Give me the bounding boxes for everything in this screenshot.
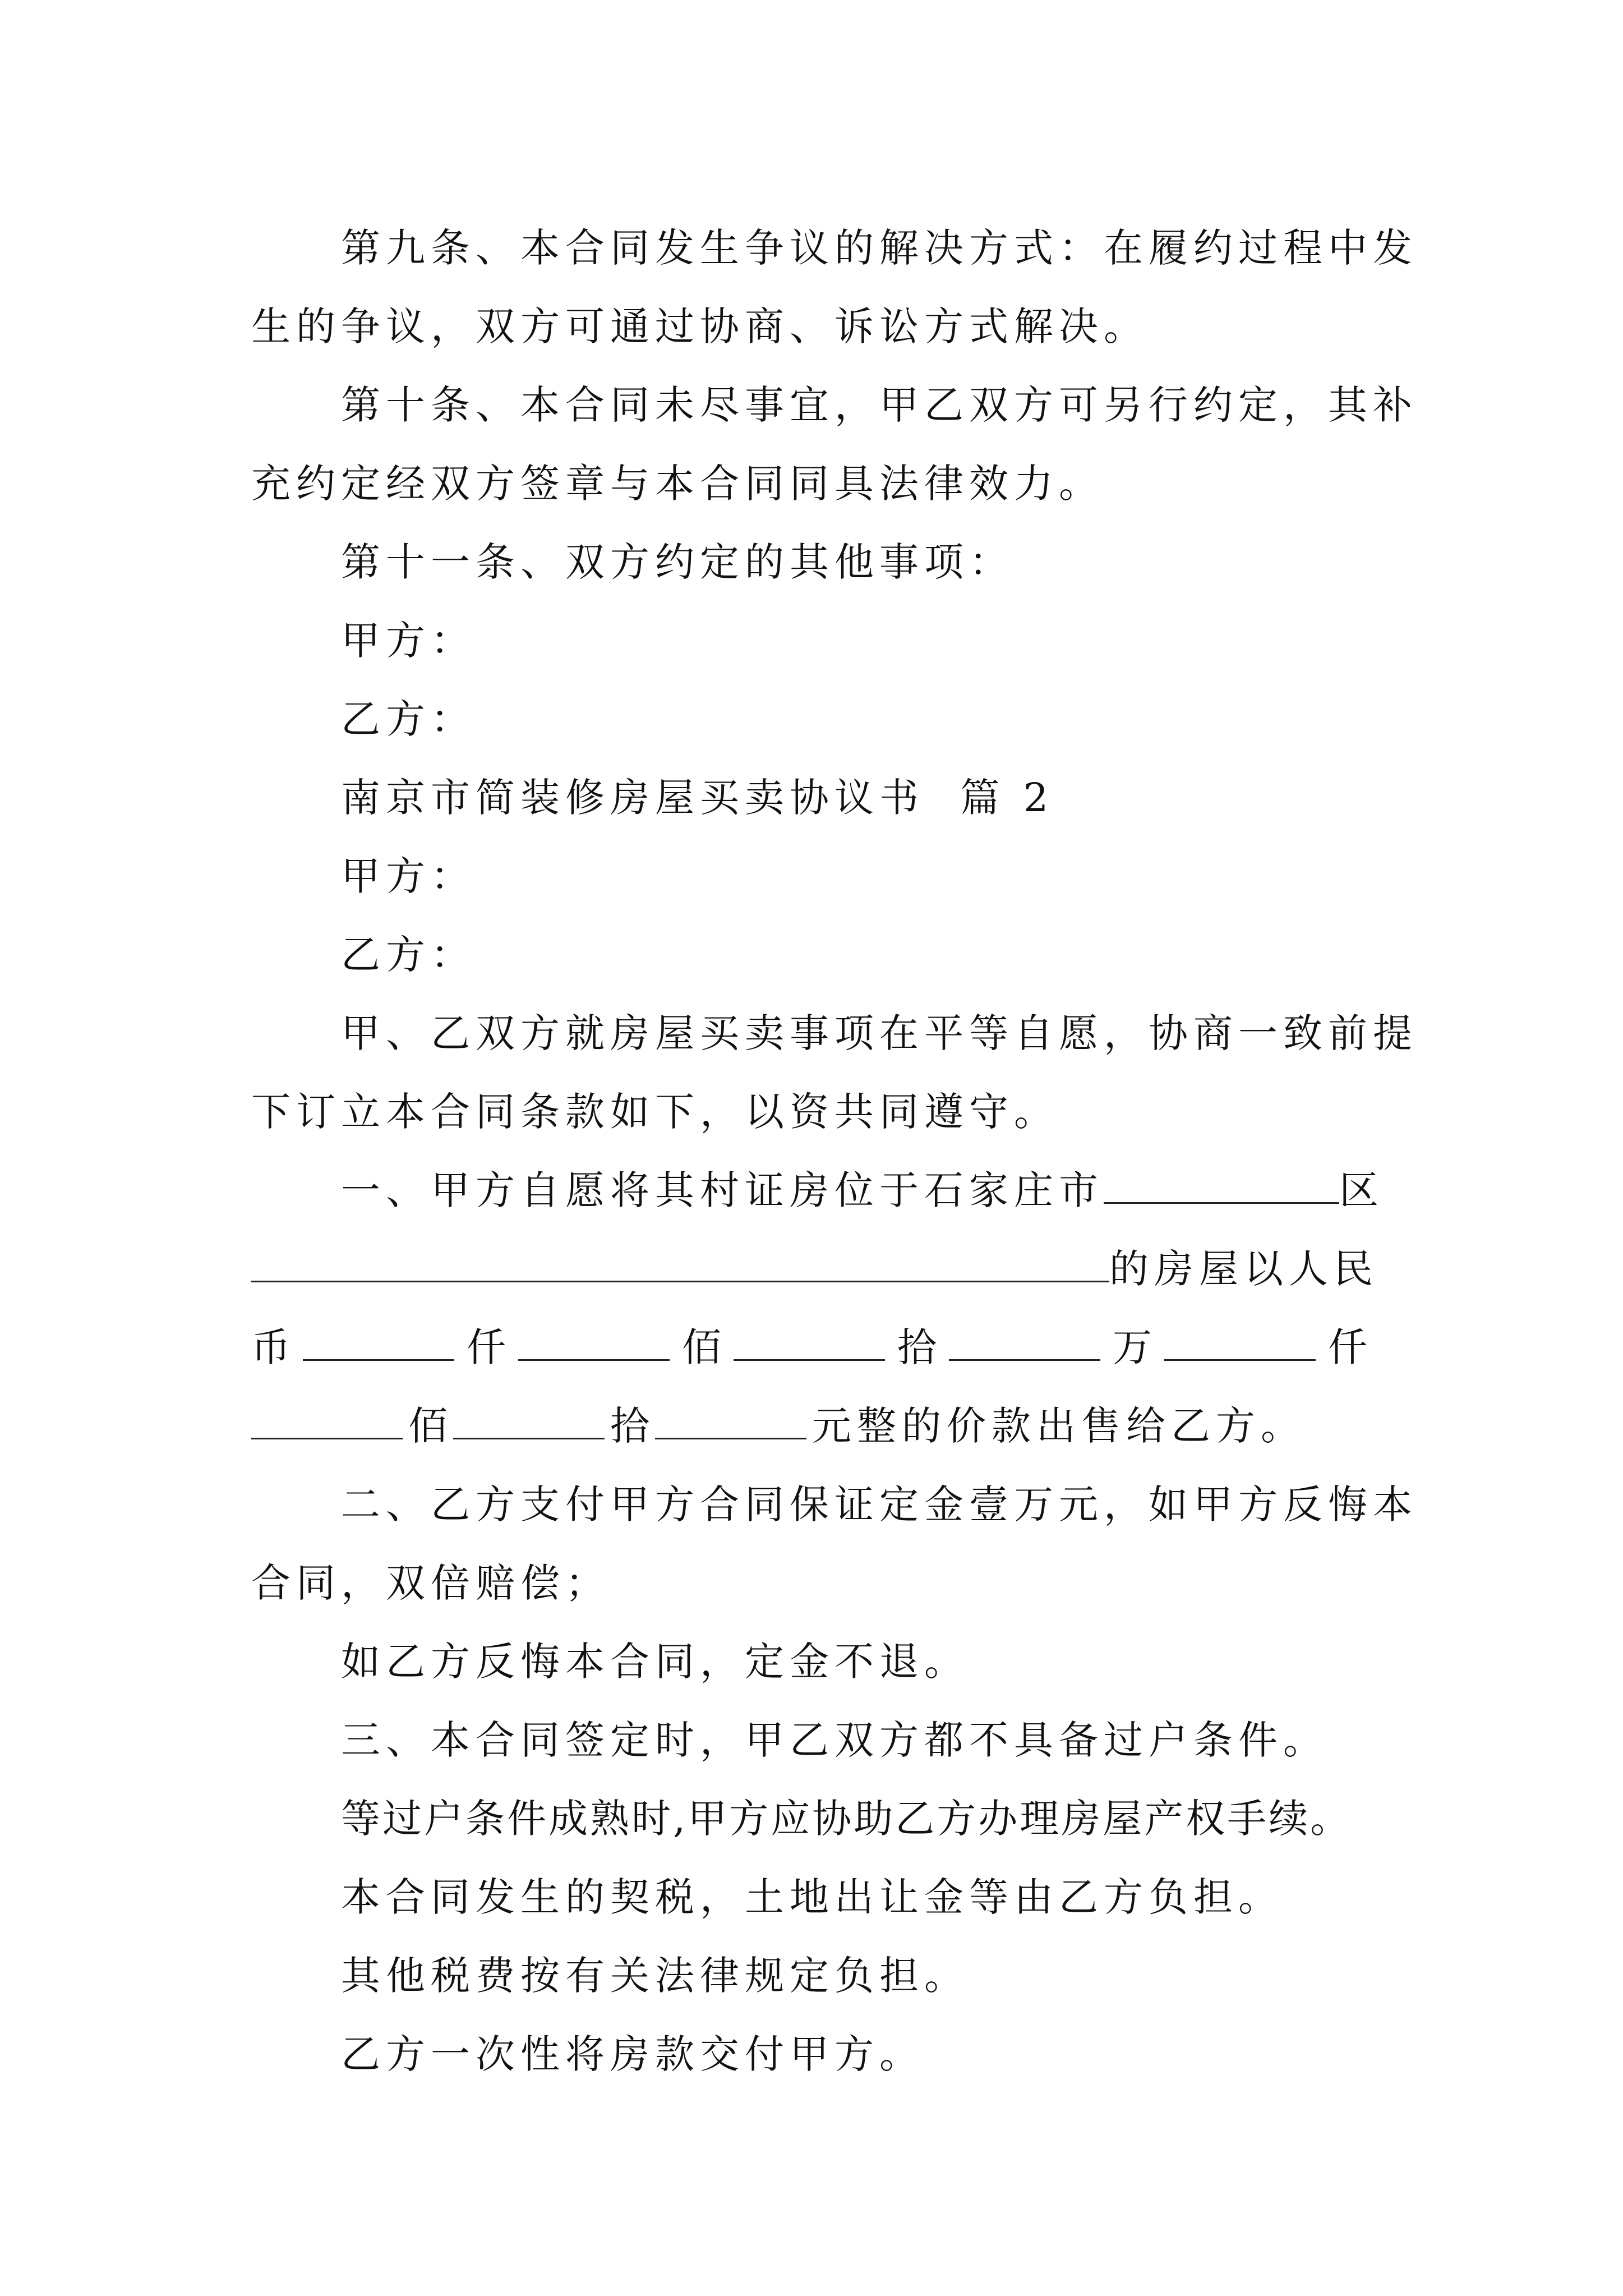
item-3-line-1: 三、本合同签定时，甲乙双方都不具备过户条件。: [341, 1717, 1328, 1763]
item-3-line-2: 等过户条件成熟时,甲方应协助乙方办理房屋产权手续。: [341, 1796, 1352, 1842]
amount-blank-6: [251, 1405, 403, 1439]
amount-blank-2: [518, 1327, 670, 1361]
clause-11: 第十一条、双方约定的其他事项：: [341, 539, 1014, 585]
clause-9-line-2: 生的争议，双方可通过协商、诉讼方式解决。: [251, 303, 1149, 349]
amount-blank-5: [1164, 1327, 1316, 1361]
item-2-line-1: 二、乙方支付甲方合同保证定金壹万元，如甲方反悔本: [341, 1481, 1418, 1527]
clause-9-line-1: 第九条、本合同发生争议的解决方式：在履约过程中发: [341, 225, 1418, 271]
item-1-line-1: [251, 1151, 1390, 1230]
unit-shi-2: 拾: [610, 1403, 649, 1449]
party-b-label: 乙方：: [341, 696, 476, 742]
party-a-label-2: 甲方：: [341, 853, 476, 899]
clause-10-line-2: 充约定经双方签章与本合同同具法律效力。: [251, 461, 1104, 507]
price-line-2: [251, 1387, 1390, 1465]
party-a-label: 甲方：: [341, 618, 476, 664]
item-1-line-2-text: 的房屋以人民: [1109, 1246, 1378, 1292]
item-2-line-3: 如乙方反悔本合同，定金不退。: [341, 1639, 969, 1685]
unit-shi: 拾: [897, 1324, 937, 1370]
party-b-label-2: 乙方：: [341, 932, 476, 978]
item-3-line-4: 其他税费按有关法律规定负担。: [341, 1953, 969, 1999]
amount-blank-4: [949, 1327, 1100, 1361]
currency-label: 币: [251, 1324, 291, 1370]
unit-qian-2: 仟: [1328, 1324, 1367, 1370]
unit-bai-2: 佰: [408, 1403, 448, 1449]
amount-blank-3: [734, 1327, 885, 1361]
price-line-1: [251, 1308, 1390, 1387]
section-heading: 南京市简装修房屋买卖协议书 篇 2: [341, 775, 1054, 821]
district-suffix: 区: [1339, 1167, 1384, 1213]
amount-blank-7: [453, 1405, 605, 1439]
unit-bai: 佰: [682, 1324, 721, 1370]
item-1-text: 一、甲方自愿将其村证房位于石家庄市: [341, 1167, 1104, 1213]
item-1-line-2: [251, 1230, 1390, 1308]
item-3-line-5: 乙方一次性将房款交付甲方。: [341, 2031, 924, 2077]
amount-blank-8: [655, 1405, 806, 1439]
address-blank: [251, 1248, 1109, 1282]
price-tail: 元整的价款出售给乙方。: [812, 1403, 1306, 1449]
item-2-line-2: 合同，双倍赔偿；: [251, 1560, 610, 1606]
clause-10-line-1: 第十条、本合同未尽事宜，甲乙双方可另行约定，其补: [341, 382, 1418, 428]
item-3-line-3: 本合同发生的契税，土地出让金等由乙方负担。: [341, 1874, 1283, 1920]
district-blank: [1104, 1170, 1339, 1204]
intro-line-2: 下订立本合同条款如下，以资共同遵守。: [251, 1089, 1059, 1135]
amount-blank-1: [303, 1327, 454, 1361]
document-body: [251, 209, 1418, 2093]
unit-qian: 仟: [467, 1324, 506, 1370]
intro-line-1: 甲、乙双方就房屋买卖事项在平等自愿，协商一致前提: [341, 1010, 1418, 1056]
unit-wan: 万: [1113, 1324, 1152, 1370]
